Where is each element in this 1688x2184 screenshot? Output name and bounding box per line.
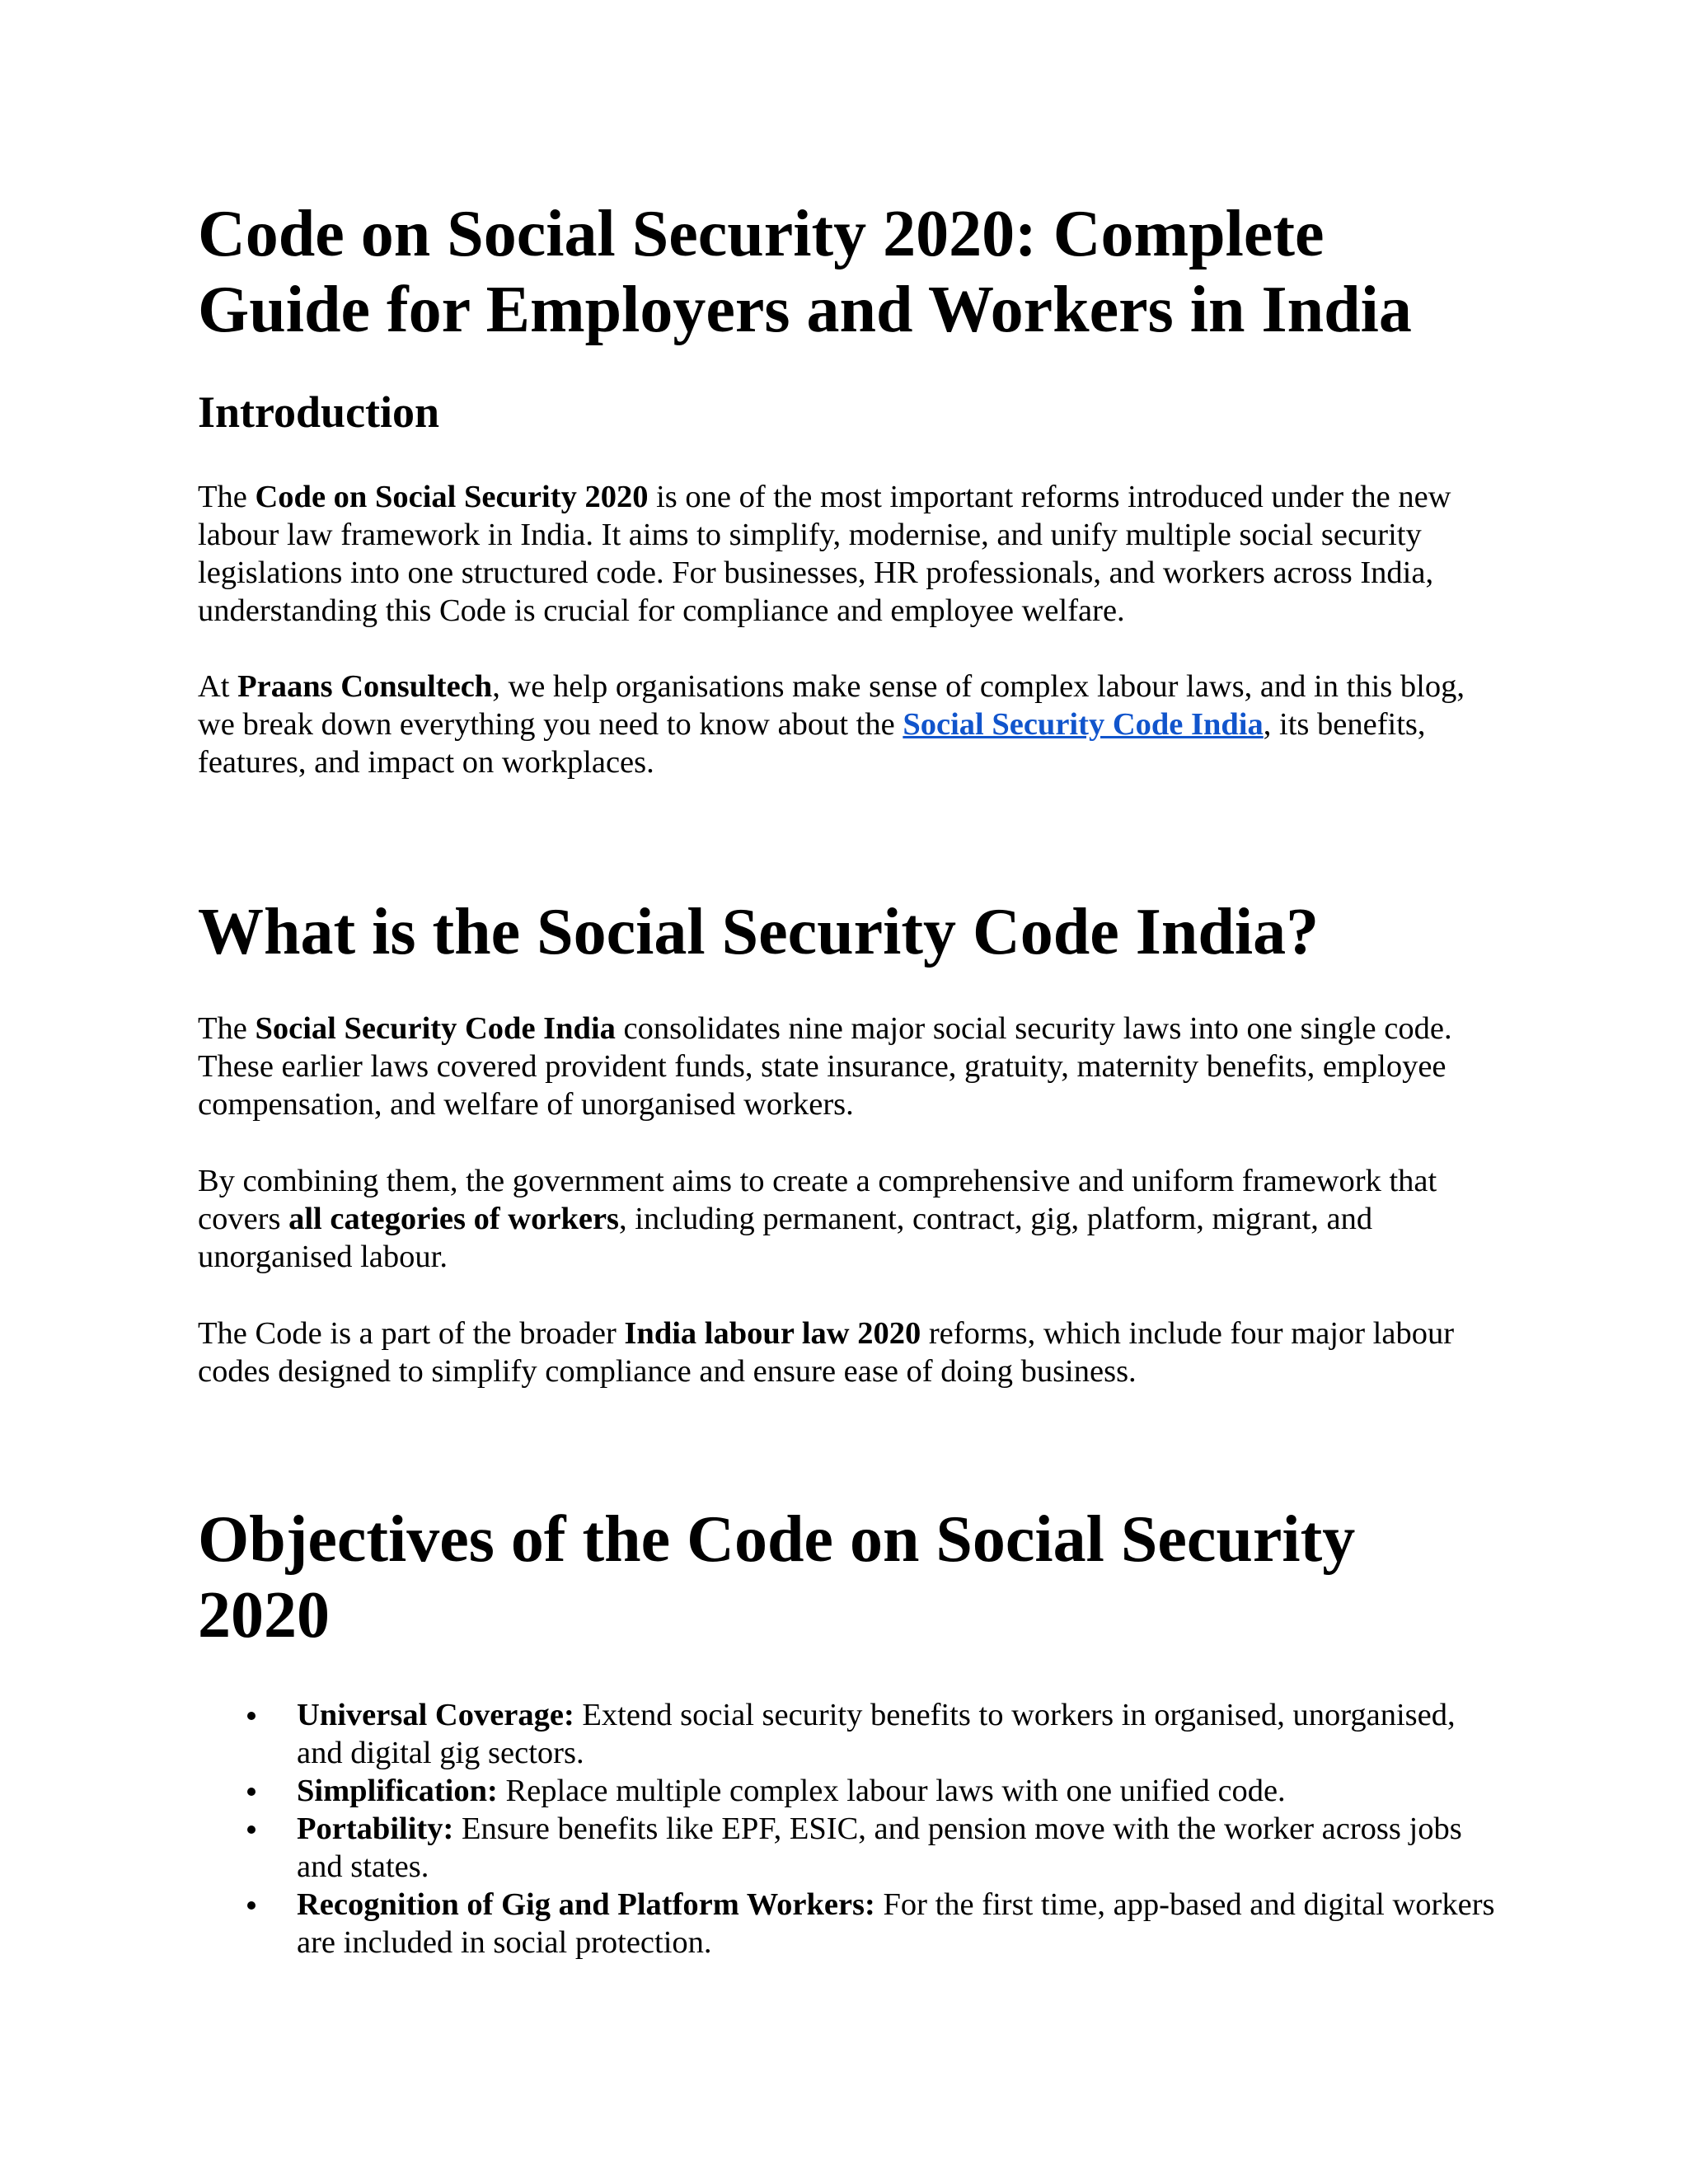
list-item-text: Replace multiple complex labour laws with one unified code. <box>497 1774 1286 1808</box>
what-paragraph-1 <box>198 1010 1500 1123</box>
intro-paragraph-1 <box>198 478 1500 630</box>
objectives-heading-line-2: 2020 <box>198 1579 330 1652</box>
intro-p2-text-mid: , we help organisations make sense of complex labour laws, and in this blog, we break down everything you need to know about the <box>198 669 1465 742</box>
list-item-label: Portability: <box>297 1811 454 1846</box>
list-item-text: For the first time, app-based and digital workers are included in social protection. <box>297 1887 1495 1960</box>
intro-p2-text-start: At <box>198 669 238 704</box>
intro-p1-text-start: The <box>198 480 256 514</box>
intro-p2-bold: Praans Consultech <box>237 669 493 704</box>
objectives-heading <box>198 1502 1517 1653</box>
social-security-code-link[interactable]: Social Security Code India <box>903 707 1264 742</box>
list-item-label: Universal Coverage: <box>297 1698 574 1732</box>
what-p2-text-end: , including permanent, contract, gig, platform, migrant, and unorganised labour. <box>198 1202 1373 1274</box>
what-p3-text-end: reforms, which include four major labour codes designed to simplify compliance and ensure ease of doing business. <box>198 1316 1455 1389</box>
bullet-icon <box>247 1712 256 1720</box>
what-paragraph-2 <box>198 1162 1500 1276</box>
intro-p1-text-end: is one of the most important reforms introduced under the new labour law framework in India. It aims to simplify, modernise, and unify multiple social security legislations into one structured code. For businesses, HR professionals, and workers across India, understanding this Code is crucial for compliance and employee welfare. <box>198 480 1451 628</box>
list-item-label: Recognition of Gig and Platform Workers: <box>297 1887 875 1922</box>
bullet-icon <box>247 1788 256 1796</box>
list-item <box>198 1696 1500 1772</box>
intro-p2-text-end: , its benefits, features, and impact on workplaces. <box>198 707 1426 780</box>
objectives-list <box>198 1696 1500 1961</box>
list-item-label: Simplification: <box>297 1774 498 1808</box>
what-p3-bold: India labour law 2020 <box>624 1316 921 1351</box>
what-p1-bold: Social Security Code India <box>255 1011 616 1046</box>
page-title <box>198 196 1517 348</box>
objectives-heading-line-1: Objectives of the Code on Social Security <box>198 1503 1356 1576</box>
introduction-heading: Introduction <box>198 387 440 437</box>
what-p1-text-end: consolidates nine major social security laws into one single code. These earlier laws covered provident funds, state insurance, gratuity, maternity benefits, employee compensation, and welfare of unorganised workers. <box>198 1011 1452 1122</box>
list-item <box>198 1772 1500 1810</box>
what-p2-text-start: By combining them, the government aims to create a comprehensive and uniform framework that covers <box>198 1164 1437 1236</box>
bullet-icon <box>247 1825 256 1834</box>
list-item <box>198 1886 1500 1961</box>
what-p3-text-start: The Code is a part of the broader <box>198 1316 625 1351</box>
intro-paragraph-2 <box>198 668 1500 781</box>
what-p1-text-start: The <box>198 1011 256 1046</box>
page-title-line-2: Guide for Employers and Workers in India <box>198 274 1412 346</box>
what-p2-bold: all categories of workers <box>288 1202 620 1236</box>
what-paragraph-3 <box>198 1315 1500 1390</box>
list-item <box>198 1810 1500 1886</box>
list-item-text: Extend social security benefits to workers in organised, unorganised, and digital gig sectors. <box>297 1698 1456 1770</box>
what-is-heading: What is the Social Security Code India? <box>198 896 1320 968</box>
page-title-line-1: Code on Social Security 2020: Complete <box>198 198 1325 270</box>
bullet-icon <box>247 1901 256 1910</box>
list-item-text: Ensure benefits like EPF, ESIC, and pension move with the worker across jobs and states. <box>297 1811 1462 1884</box>
intro-p1-bold: Code on Social Security 2020 <box>255 480 649 514</box>
